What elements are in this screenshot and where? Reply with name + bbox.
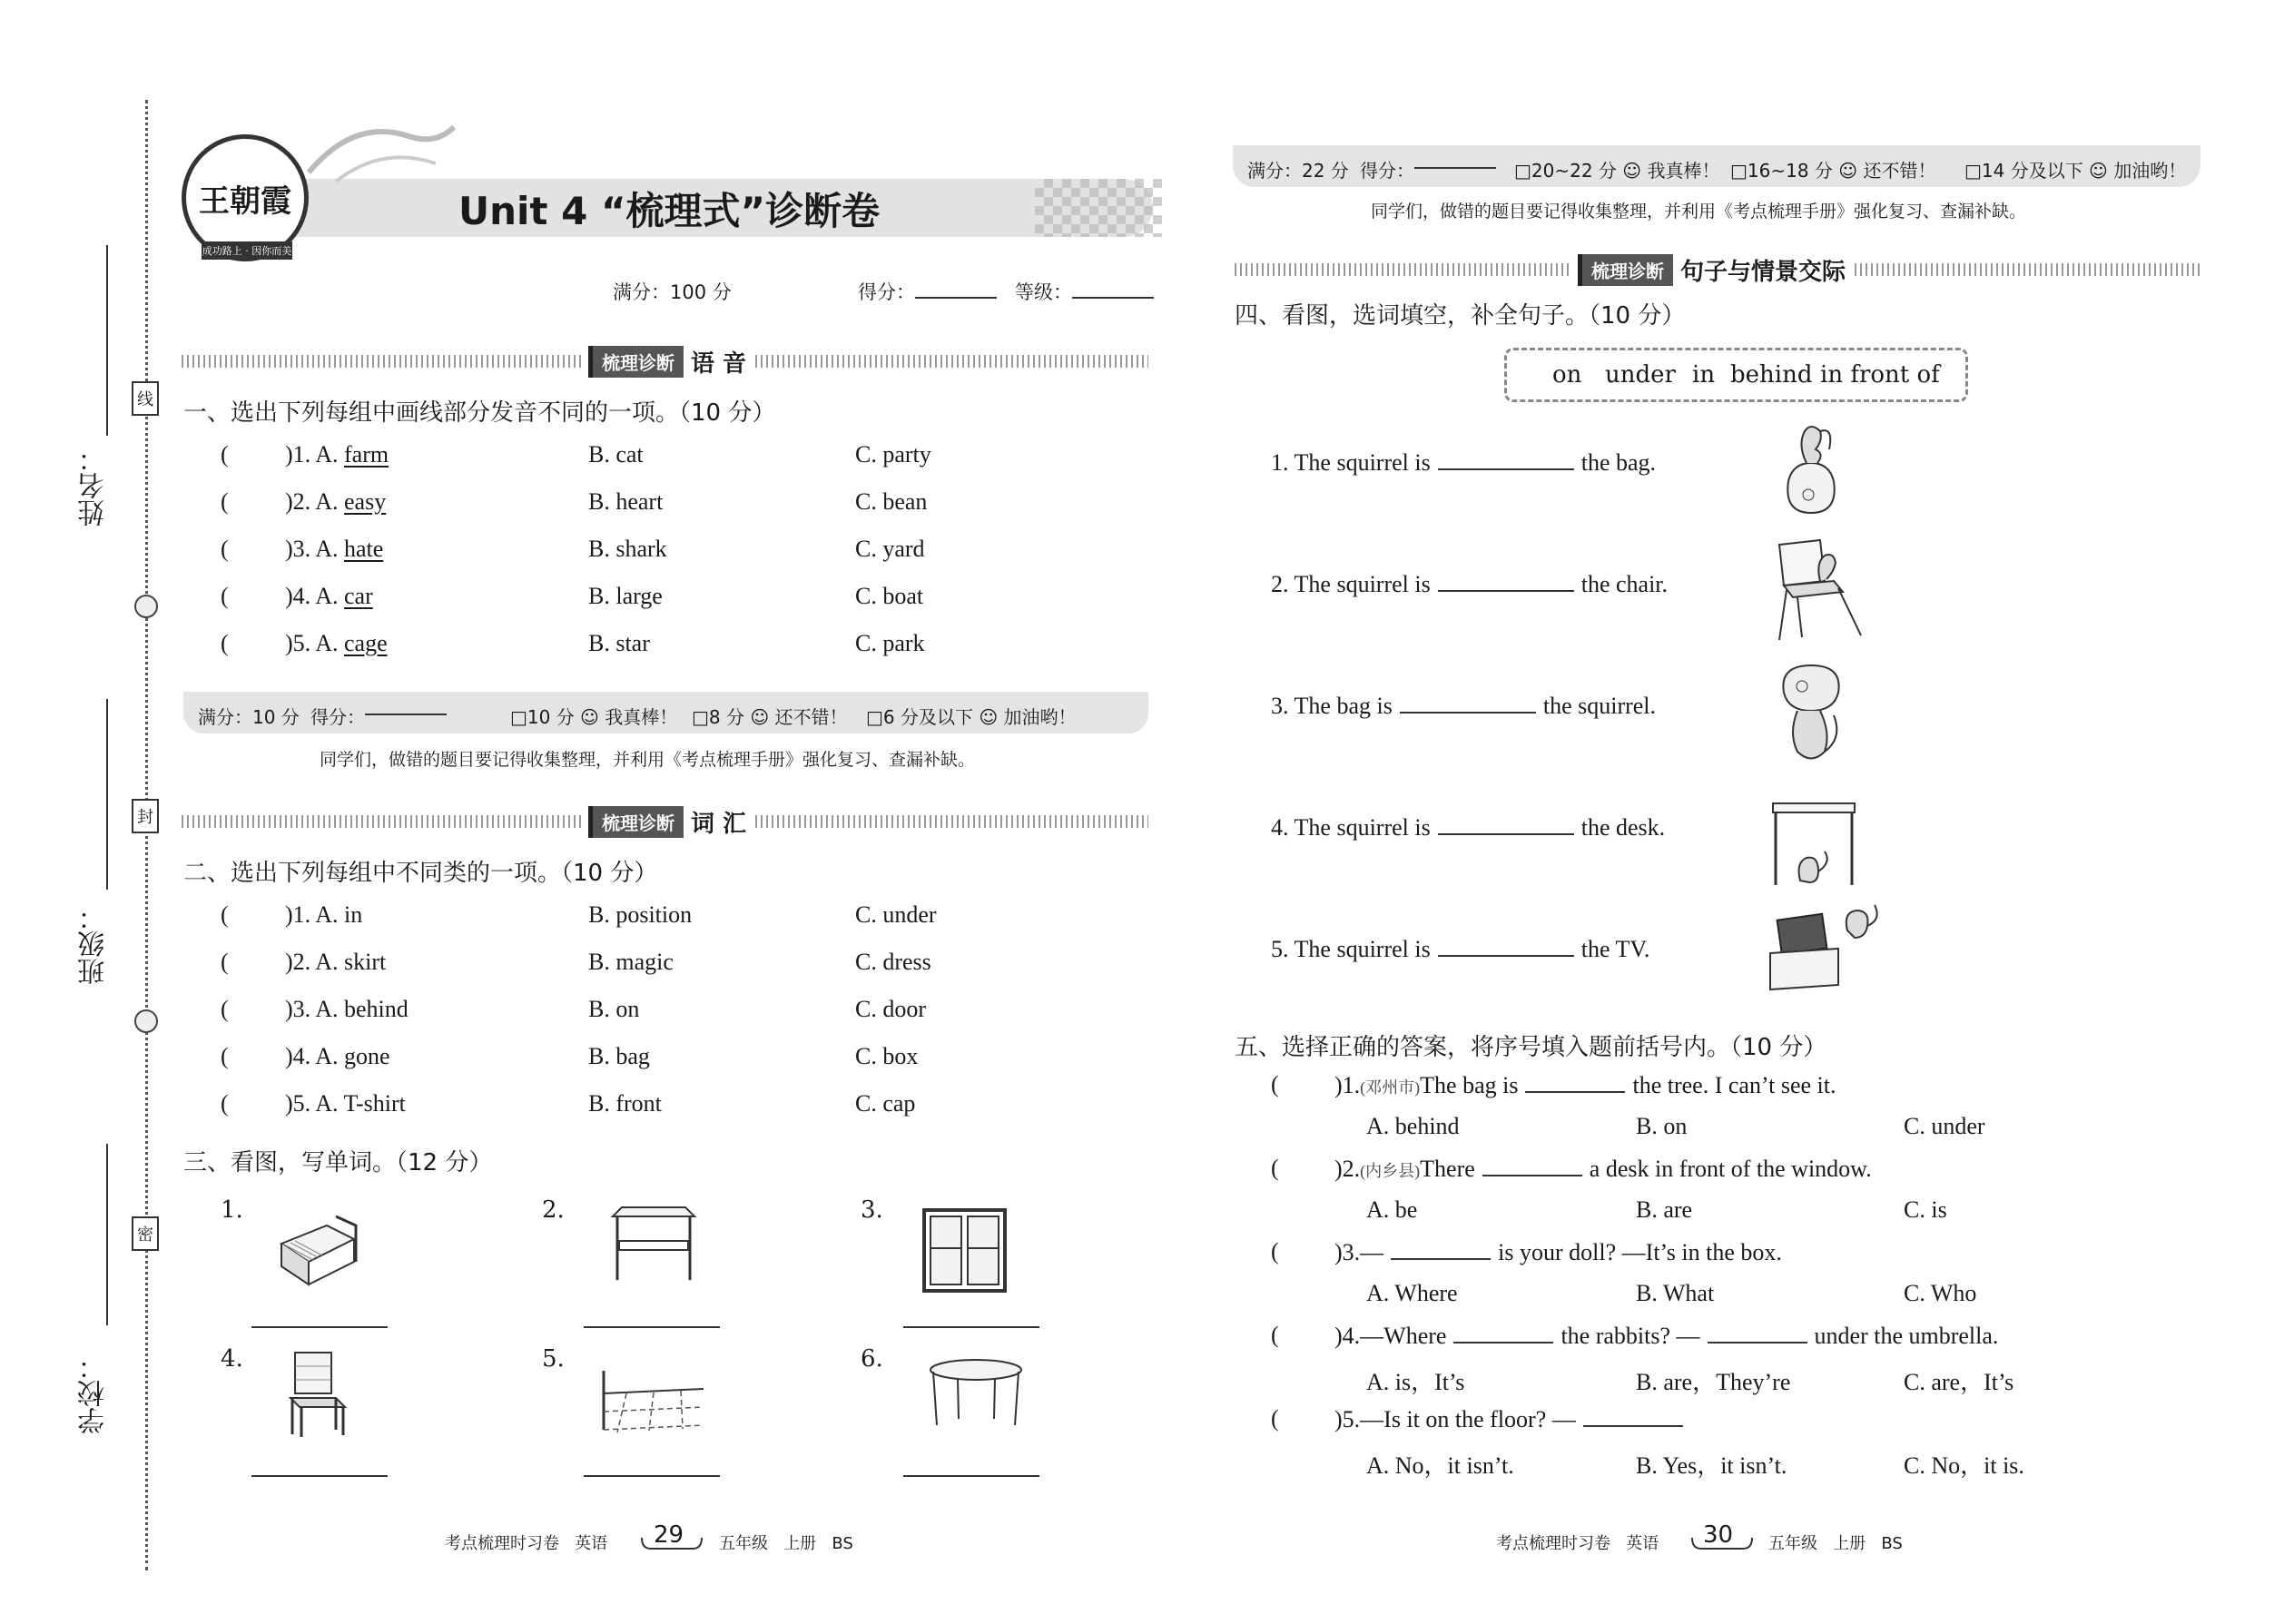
seal-mark-1: 线 <box>132 381 159 416</box>
binding-hole-1 <box>134 595 158 618</box>
score2-full: 满分：22 分 <box>1247 160 1349 182</box>
q4-sentence: 5. The squirrel is the TV. <box>1271 936 1650 962</box>
q1-item-a: )3. A. hate <box>285 536 384 562</box>
q1-item-b: B. heart <box>588 488 664 515</box>
page-bracket-right <box>1690 1534 1754 1554</box>
q3-answer-3[interactable] <box>903 1326 1039 1328</box>
footer-right: 考点梳理时习卷 英语 <box>1496 1534 1659 1553</box>
q3-num-3: 3. <box>861 1196 883 1224</box>
q1-item-a: )5. A. cage <box>285 630 388 656</box>
q4-answer-blank[interactable] <box>1438 448 1574 470</box>
q5-option-c: C. Who <box>1904 1280 1977 1306</box>
q5-option-b: B. Yes，it isn’t. <box>1636 1452 1787 1479</box>
q3-answer-1[interactable] <box>251 1326 388 1328</box>
q3-num-1: 1. <box>221 1196 243 1224</box>
page-number-left: 29 <box>654 1521 684 1549</box>
q2-item-a: )5. A. T-shirt <box>285 1090 406 1117</box>
floor-picture <box>599 1353 708 1434</box>
q1-item-b: B. cat <box>588 441 644 468</box>
chair-picture <box>281 1348 354 1439</box>
q1-item-c: C. boat <box>855 583 924 609</box>
q5-stem: )3.— is your doll? —It’s in the box. <box>1334 1239 1782 1265</box>
answer-paren[interactable]: ( <box>221 441 264 468</box>
q3-answer-2[interactable] <box>584 1326 720 1328</box>
q1-item-b: B. star <box>588 630 650 656</box>
q2-item-b: B. bag <box>588 1043 650 1069</box>
bag-on-squirrel-picture <box>1775 661 1847 770</box>
q4-sentence: 4. The squirrel is the desk. <box>1271 814 1666 841</box>
word-bank <box>1504 348 1968 402</box>
ribbon-decoration <box>300 109 463 191</box>
q5-stem: )4.—Where the rabbits? — under the umbrella. <box>1334 1323 1999 1349</box>
q2-item-c: C. under <box>855 901 937 928</box>
brand-ribbon: 成功路上 · 因你而美 <box>202 241 292 260</box>
q5-answer-blank[interactable] <box>1525 1071 1625 1093</box>
section-tag: 梳理诊断 <box>588 806 684 838</box>
q5-answer-blank[interactable] <box>1583 1405 1683 1427</box>
class-line <box>106 699 108 890</box>
answer-paren[interactable]: ( <box>221 996 264 1022</box>
word-behind: behind <box>1730 361 1813 389</box>
section-tag: 梳理诊断 <box>588 346 684 378</box>
score-bar-2 <box>1233 145 2200 187</box>
section-name: 句子与情景交际 <box>1680 258 1846 286</box>
q4-answer-blank[interactable] <box>1438 935 1574 957</box>
table-picture <box>926 1357 1026 1430</box>
score2-rate2[interactable]: □16~18 分 ☺ 还不错！ <box>1730 160 1936 182</box>
q2-item-b: B. on <box>588 996 640 1022</box>
footer-left-grade: 五年级 上册 BS <box>719 1534 853 1553</box>
q4-sentence: 1. The squirrel is the bag. <box>1271 449 1657 476</box>
score1-rate2[interactable]: □8 分 ☺ 还不错！ <box>692 706 848 728</box>
q1-item-c: C. bean <box>855 488 928 515</box>
seal-mark-2: 封 <box>132 799 159 833</box>
name-label: 姓名： <box>78 445 110 527</box>
answer-paren[interactable]: ( <box>221 488 264 515</box>
brand-logo: 王朝霞 <box>182 134 309 261</box>
page-title: Unit 4 “梳理式”诊断卷 <box>458 189 881 233</box>
q5-option-c: C. under <box>1904 1113 1985 1139</box>
q5-option-b: B. on <box>1636 1113 1688 1139</box>
q2-item-a: )3. A. behind <box>285 996 409 1022</box>
q2-item-a: )1. A. in <box>285 901 363 928</box>
answer-paren[interactable]: ( <box>221 1090 264 1117</box>
q1-item-c: C. park <box>855 630 925 656</box>
section-tag: 梳理诊断 <box>1578 254 1673 286</box>
q5-answer-blank[interactable] <box>1482 1155 1582 1176</box>
window-picture <box>921 1207 1008 1294</box>
answer-paren[interactable]: ( <box>221 949 264 975</box>
q3-answer-4[interactable] <box>251 1475 388 1477</box>
answer-paren[interactable]: ( <box>1271 1071 1314 1097</box>
score1-got[interactable]: 得分： <box>310 703 365 729</box>
score1-rate1[interactable]: □10 分 ☺ 我真棒！ <box>510 706 678 728</box>
page-bracket-left <box>640 1534 704 1554</box>
q3-num-4: 4. <box>221 1345 243 1373</box>
answer-paren[interactable]: ( <box>221 583 264 609</box>
q5-option-a: A. is，It’s <box>1366 1369 1465 1395</box>
section-divider-pronunciation <box>182 343 1148 379</box>
binding-hole-2 <box>134 1009 158 1033</box>
q1-item-c: C. yard <box>855 536 925 562</box>
answer-paren[interactable]: ( <box>1271 1405 1314 1432</box>
q2-item-a: )2. A. skirt <box>285 949 387 975</box>
footer-right-grade: 五年级 上册 BS <box>1768 1534 1903 1553</box>
page-number-right: 30 <box>1703 1521 1734 1549</box>
score-bar-1 <box>183 692 1148 733</box>
q5-title: 五、选择正确的答案，将序号填入题前括号内。（10 分） <box>1235 1034 1827 1061</box>
binding-dotted-line <box>145 100 148 1570</box>
q1-item-b: B. large <box>588 583 663 609</box>
section-divider-vocabulary <box>182 803 1148 840</box>
q4-sentence: 3. The bag is the squirrel. <box>1271 693 1657 719</box>
q3-num-2: 2. <box>542 1196 565 1224</box>
score1-note: 同学们，做错的题目要记得收集整理，并利用《考点梳理手册》强化复习、查漏补缺。 <box>320 750 976 770</box>
squirrel-on-bag-picture <box>1779 418 1843 517</box>
score2-note: 同学们，做错的题目要记得收集整理，并利用《考点梳理手册》强化复习、查漏补缺。 <box>1371 202 2027 221</box>
q2-item-b: B. position <box>588 901 693 928</box>
q2-item-c: C. box <box>855 1043 919 1069</box>
q4-sentence: 2. The squirrel is the chair. <box>1271 571 1669 597</box>
q1-item-a: )4. A. car <box>285 583 373 609</box>
q5-answer-blank[interactable] <box>1708 1322 1807 1343</box>
score1-rate3[interactable]: □6 分及以下 ☺ 加油哟！ <box>866 706 1077 728</box>
seal-mark-3: 密 <box>132 1216 159 1251</box>
answer-paren[interactable]: ( <box>1271 1322 1314 1348</box>
q5-stem: )1.(邓州市)The bag is the tree. I can’t see it. <box>1334 1072 1836 1098</box>
answer-paren[interactable]: ( <box>221 630 264 656</box>
q1-item-c: C. party <box>855 441 931 468</box>
score2-rate1[interactable]: □20~22 分 ☺ 我真棒！ <box>1514 160 1720 182</box>
q2-item-a: )4. A. gone <box>285 1043 390 1069</box>
q5-option-b: B. are <box>1636 1196 1693 1223</box>
q5-stem: )5.—Is it on the floor? — <box>1334 1405 1690 1433</box>
squirrel-on-chair-picture <box>1770 536 1870 645</box>
q3-title: 三、看图，写单词。（12 分） <box>183 1149 493 1176</box>
q5-option-c: C. are，It’s <box>1904 1369 2014 1395</box>
q2-item-b: B. front <box>588 1090 662 1117</box>
squirrel-behind-tv-picture <box>1766 903 1884 994</box>
section-name: 语 音 <box>691 349 747 378</box>
word-on: on <box>1552 361 1582 389</box>
full-score: 满分：100 分 <box>613 281 732 303</box>
score1-full: 满分：10 分 <box>198 706 300 728</box>
q5-option-a: A. behind <box>1366 1113 1460 1139</box>
answer-paren[interactable]: ( <box>221 1043 264 1069</box>
q4-answer-blank[interactable] <box>1438 570 1574 592</box>
answer-paren[interactable]: ( <box>1271 1155 1314 1181</box>
word-under: under <box>1605 361 1676 389</box>
q5-option-c: C. No，it is. <box>1904 1452 2024 1479</box>
q4-answer-blank[interactable] <box>1438 813 1574 835</box>
q4-answer-blank[interactable] <box>1400 692 1536 714</box>
q5-answer-blank[interactable] <box>1391 1238 1491 1260</box>
q3-answer-6[interactable] <box>903 1475 1039 1477</box>
q3-num-5: 5. <box>542 1345 565 1373</box>
answer-paren[interactable]: ( <box>1271 1238 1314 1265</box>
school-label: 学校： <box>78 1353 110 1434</box>
grade-field[interactable]: 等级： <box>1015 278 1154 305</box>
section-divider-situation <box>1235 251 2201 288</box>
word-in: in <box>1692 361 1716 389</box>
desk-picture <box>608 1203 699 1284</box>
word-in-front-of: in front of <box>1820 361 1940 389</box>
name-line <box>106 245 108 436</box>
q4-title: 四、看图，选词填空，补全句子。（10 分） <box>1235 302 1686 330</box>
q5-option-a: A. Where <box>1366 1280 1458 1306</box>
q3-num-6: 6. <box>861 1345 883 1373</box>
answer-paren[interactable]: ( <box>221 536 264 562</box>
q5-answer-blank[interactable] <box>1453 1322 1553 1343</box>
q1-item-b: B. shark <box>588 536 667 562</box>
footer-left: 考点梳理时习卷 英语 <box>445 1534 608 1553</box>
q1-item-a: )2. A. easy <box>285 488 387 515</box>
q2-item-c: C. cap <box>855 1090 916 1117</box>
q2-item-c: C. dress <box>855 949 931 975</box>
school-line <box>106 1144 108 1325</box>
q5-option-a: A. No，it isn’t. <box>1366 1452 1514 1479</box>
score2-got[interactable]: 得分： <box>1360 156 1414 182</box>
bed-picture <box>272 1207 359 1289</box>
q5-stem: )2.(内乡县)There a desk in front of the window. <box>1334 1156 1872 1182</box>
squirrel-under-desk-picture <box>1768 799 1859 890</box>
score-field[interactable]: 得分： <box>858 278 997 305</box>
q1-title: 一、选出下列每组中画线部分发音不同的一项。（10 分） <box>183 399 776 427</box>
q2-item-b: B. magic <box>588 949 674 975</box>
q3-answer-5[interactable] <box>584 1475 720 1477</box>
class-label: 班级： <box>78 903 110 985</box>
score2-rate3[interactable]: □14 分及以下 ☺ 加油哟！ <box>1964 160 2187 182</box>
q5-option-b: B. What <box>1636 1280 1715 1306</box>
q5-option-c: C. is <box>1904 1196 1947 1223</box>
q2-item-c: C. door <box>855 996 926 1022</box>
q1-item-a: )1. A. farm <box>285 441 389 468</box>
banner-pattern <box>1035 179 1162 237</box>
q5-option-b: B. are，They’re <box>1636 1369 1791 1395</box>
section-name: 词 汇 <box>691 810 747 838</box>
q5-option-a: A. be <box>1366 1196 1418 1223</box>
q2-title: 二、选出下列每组中不同类的一项。（10 分） <box>183 860 658 887</box>
answer-paren[interactable]: ( <box>221 901 264 928</box>
